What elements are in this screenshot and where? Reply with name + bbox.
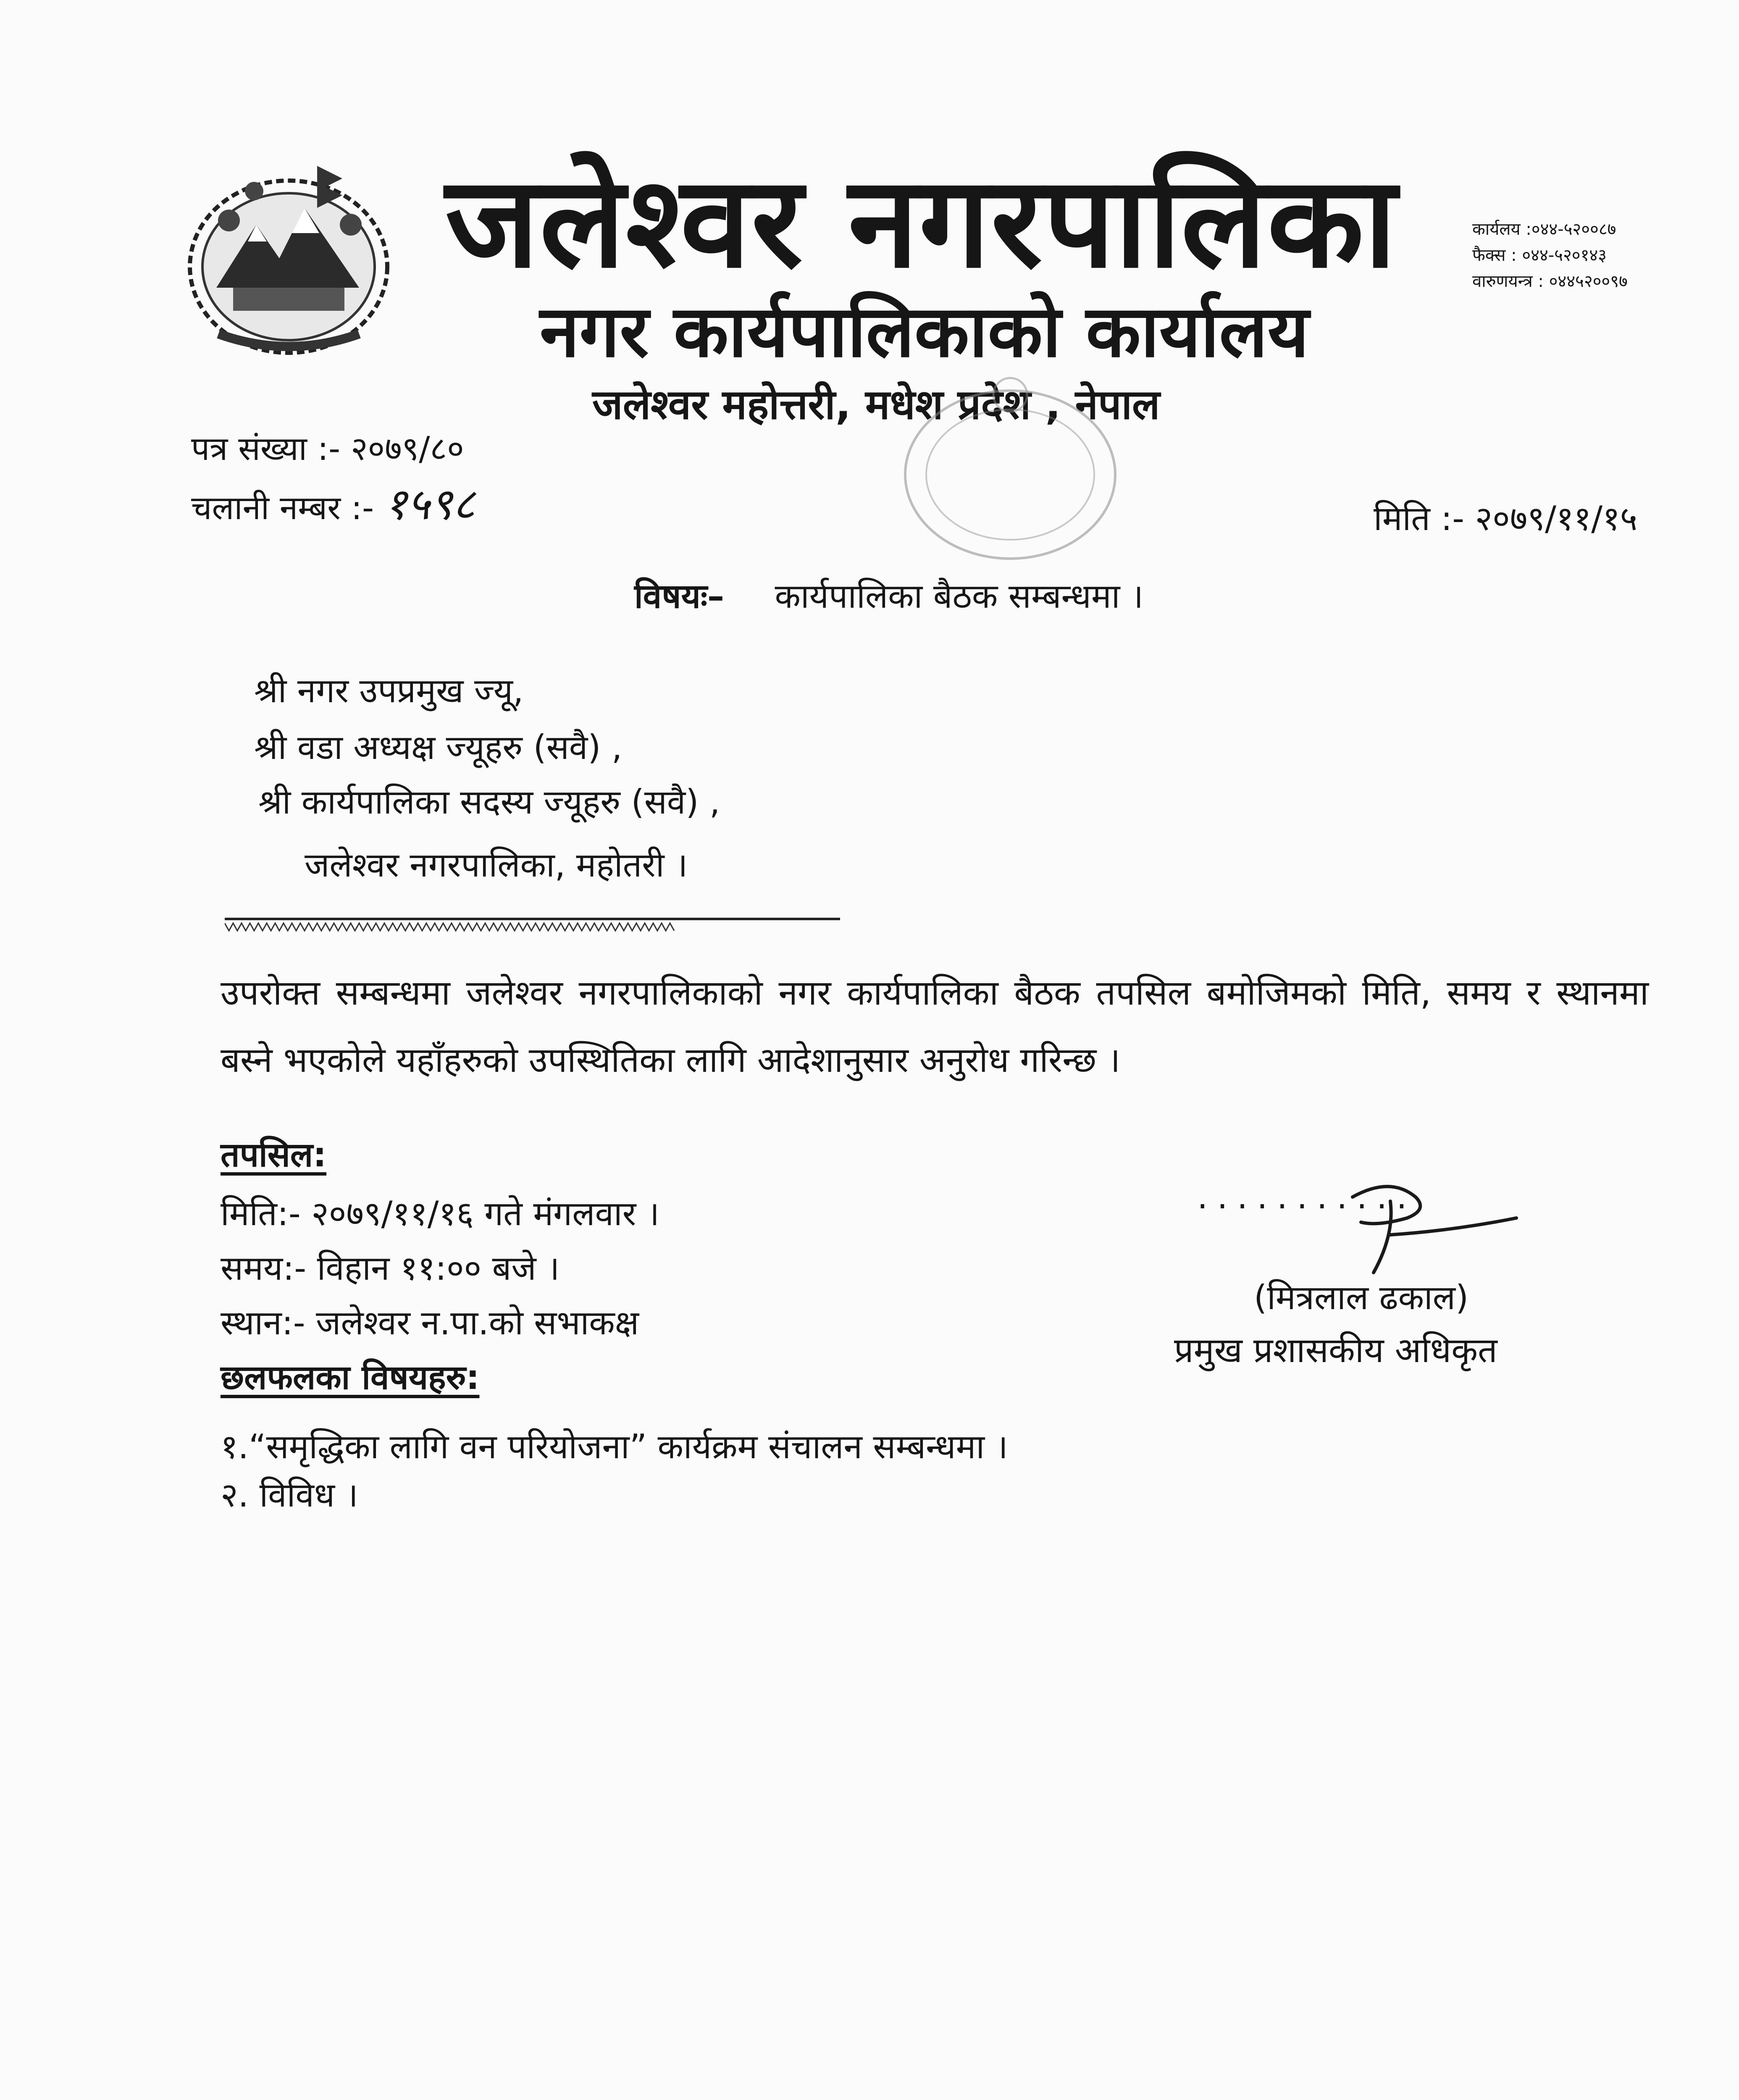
fire-service-number: वारुणयन्त्र : ०४४५२००९७ xyxy=(1472,272,1628,291)
schedule-heading: तपसिल: xyxy=(221,1135,327,1174)
nepal-coat-of-arms-icon xyxy=(179,162,399,361)
agenda-item: २. विविध । xyxy=(221,1475,358,1515)
office-address: जलेश्वर महोत्तरी, मधेश प्रदेश , नेपाल xyxy=(592,381,1160,429)
signature-line: ........... xyxy=(1197,1177,1416,1216)
letter-number-label: पत्र संख्या :- xyxy=(191,430,341,468)
office-seal-stamp-icon xyxy=(872,361,1140,580)
subject-line xyxy=(634,577,1144,616)
signatory-title: प्रमुख प्रशासकीय अधिकृत xyxy=(1174,1331,1497,1370)
addressee-line: जलेश्वर नगरपालिका, महोतरी । xyxy=(305,845,688,885)
signatory-name: (मित्रलाल ढकाल) xyxy=(1254,1278,1469,1317)
agenda-item: १.“समृद्धिका लागि वन परियोजना” कार्यक्रम संचालन सम्बन्धमा । xyxy=(221,1427,1008,1466)
office-subtitle: नगर कार्यपालिकाको कार्यालय xyxy=(540,290,1309,373)
agenda-heading: छलफलका विषयहरु: xyxy=(221,1358,480,1397)
subject-text: कार्यपालिका बैठक सम्बन्धमा । xyxy=(775,577,1144,616)
addressee-line: श्री कार्यपालिका सदस्य ज्यूहरु (सवै) , xyxy=(258,782,720,822)
decorative-divider xyxy=(225,916,840,937)
fax-number: फैक्स : ०४४-५२०१४३ xyxy=(1472,246,1607,265)
contact-block xyxy=(1472,216,1628,294)
letter-number-value: २०७९/८० xyxy=(350,430,464,468)
municipality-title: जलेश्वर नगरपालिका xyxy=(445,149,1398,296)
meeting-time: समय:- विहान ११:०० बजे । xyxy=(221,1249,560,1288)
addressee-line: श्री नगर उपप्रमुख ज्यू, xyxy=(254,671,524,710)
meeting-date: मिति:- २०७९/११/१६ गते मंगलवार । xyxy=(221,1194,660,1233)
letter-date: मिति :- २०७९/११/१५ xyxy=(1374,499,1638,538)
handwritten-signature-icon xyxy=(1327,1172,1525,1281)
body-paragraph: उपरोक्त सम्बन्धमा जलेश्वर नगरपालिकाको नगर कार्यपालिका बैठक तपसिल बमोजिमको मिति, समय र स्थानमा बस्ने भएकोले यहाँहरुको उपस्थितिका लागि आदेशानुसार अनुरोध गरिन्छ । xyxy=(221,973,1649,1080)
dispatch-number-label: चलानी नम्बर :- xyxy=(191,489,374,527)
office-phone: कार्यलय :०४४-५२००८७ xyxy=(1472,220,1616,239)
dispatch-number-value: १५९८ xyxy=(384,478,475,530)
dispatch-number-row xyxy=(191,478,475,530)
subject-label: विषयः– xyxy=(634,577,724,616)
addressee-line: श्री वडा अध्यक्ष ज्यूहरु (सवै) , xyxy=(254,728,623,767)
letter-number-row xyxy=(191,430,464,468)
meeting-place: स्थान:- जलेश्वर न.पा.को सभाकक्ष xyxy=(221,1303,639,1342)
